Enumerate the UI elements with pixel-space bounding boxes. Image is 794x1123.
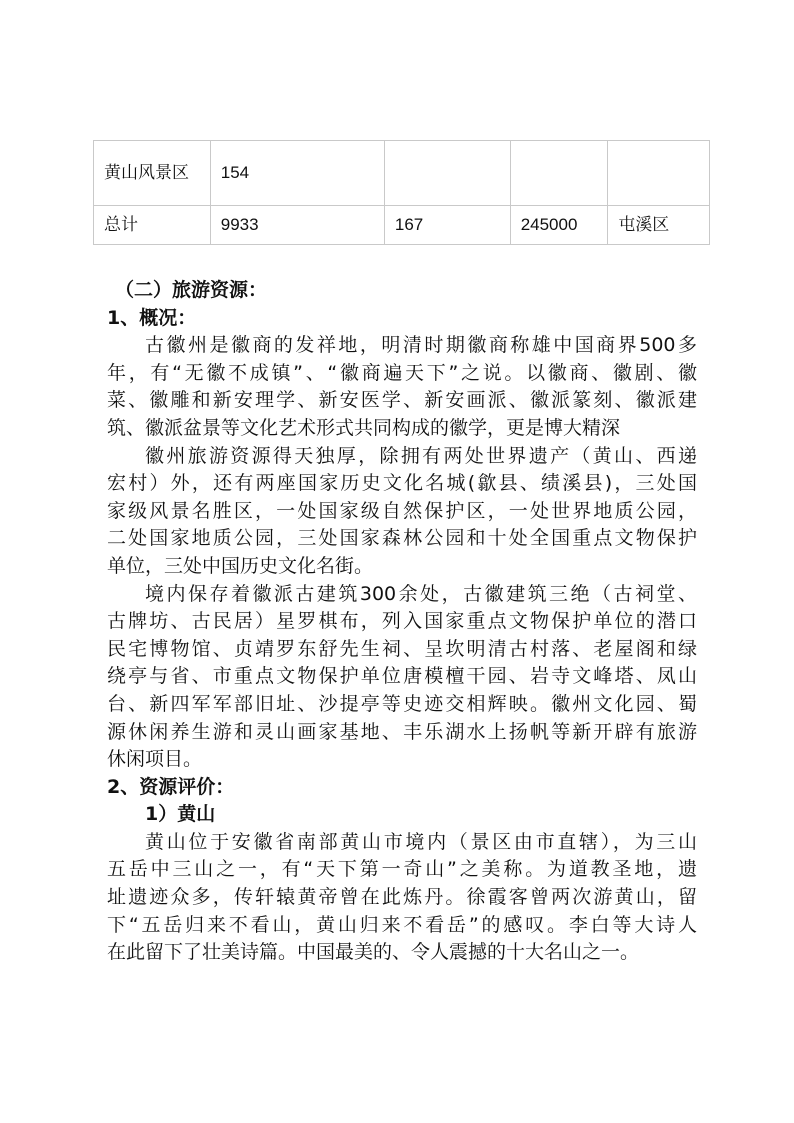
paragraph-line: 境内保存着徽派古建筑300余处，古徽建筑三绝（古祠堂、 (145, 582, 697, 605)
table-cell: 154 (210, 141, 384, 206)
subsection-heading: 1）黄山 (145, 803, 216, 826)
document-body (107, 277, 697, 967)
table-cell (510, 141, 608, 206)
paragraph-line: 古牌坊、古民居）星罗棋布，列入国家重点文物保护单位的潜口 (107, 610, 697, 633)
paragraph-line: 民宅博物馆、贞靖罗东舒先生祠、呈坎明清古村落、老屋阁和绿 (107, 637, 697, 660)
table-cell: 黄山风景区 (94, 141, 211, 206)
paragraph-line: 年，有“无徽不成镇”、“徽商遍天下”之说。以徽商、徽剧、徽 (107, 361, 697, 384)
subsection-heading: 1、概况： (107, 306, 197, 329)
paragraph-line: 二处国家地质公园，三处国家森林公园和十处全国重点文物保护 (107, 527, 697, 550)
statistics-table (93, 140, 710, 245)
paragraph-line: 菜、徽雕和新安理学、新安医学、新安画派、徽派篆刻、徽派建 (107, 389, 697, 412)
table-cell: 总计 (94, 206, 211, 245)
paragraph-line: 筑、徽派盆景等文化艺术形式共同构成的徽学，更是博大精深 (107, 416, 621, 439)
paragraph-line: 址遗迹众多，传轩辕黄帝曾在此炼丹。徐霞客曾两次游黄山，留 (107, 886, 697, 909)
section-heading: （二）旅游资源： (115, 279, 268, 301)
subsection-heading: 2、资源评价： (107, 775, 235, 798)
table-row (94, 141, 710, 206)
table-cell: 9933 (210, 206, 384, 245)
paragraph-line: 台、新四军军部旧址、沙提亭等史迹交相辉映。徽州文化园、蜀 (107, 692, 697, 715)
table-cell (384, 141, 510, 206)
table-cell (608, 141, 710, 206)
paragraph-line: 源休闲养生游和灵山画家基地、丰乐湖水上扬帆等新开辟有旅游 (107, 720, 697, 743)
table-cell: 167 (384, 206, 510, 245)
paragraph-line: 徽州旅游资源得天独厚，除拥有两处世界遗产（黄山、西递 (145, 444, 697, 467)
paragraph (107, 443, 697, 581)
paragraph-line: 五岳中三山之一，有“天下第一奇山”之美称。为道教圣地，遗 (107, 858, 697, 881)
paragraph-line: 下“五岳归来不看山，黄山归来不看岳”的感叹。李白等大诗人 (107, 913, 697, 936)
paragraph-line: 绕亭与省、市重点文物保护单位唐模檀干园、岩寺文峰塔、凤山 (107, 665, 697, 688)
paragraph (107, 829, 697, 967)
paragraph-line: 家级风景名胜区，一处国家级自然保护区，一处世界地质公园， (107, 499, 697, 522)
paragraph-line: 宏村）外，还有两座国家历史文化名城(歙县、绩溪县)，三处国 (107, 472, 697, 495)
table-cell: 245000 (510, 206, 608, 245)
paragraph-line: 在此留下了壮美诗篇。中国最美的、令人震撼的十大名山之一。 (107, 941, 640, 964)
table-cell: 屯溪区 (608, 206, 710, 245)
table-row (94, 206, 710, 245)
paragraph-line: 休闲项目。 (107, 748, 203, 771)
paragraph-line: 黄山位于安徽省南部黄山市境内（景区由市直辖），为三山 (145, 830, 697, 853)
paragraph-line: 古徽州是徽商的发祥地，明清时期徽商称雄中国商界500多 (145, 334, 697, 357)
paragraph (107, 581, 697, 774)
paragraph-line: 单位，三处中国历史文化名街。 (107, 554, 374, 577)
paragraph (107, 332, 697, 442)
